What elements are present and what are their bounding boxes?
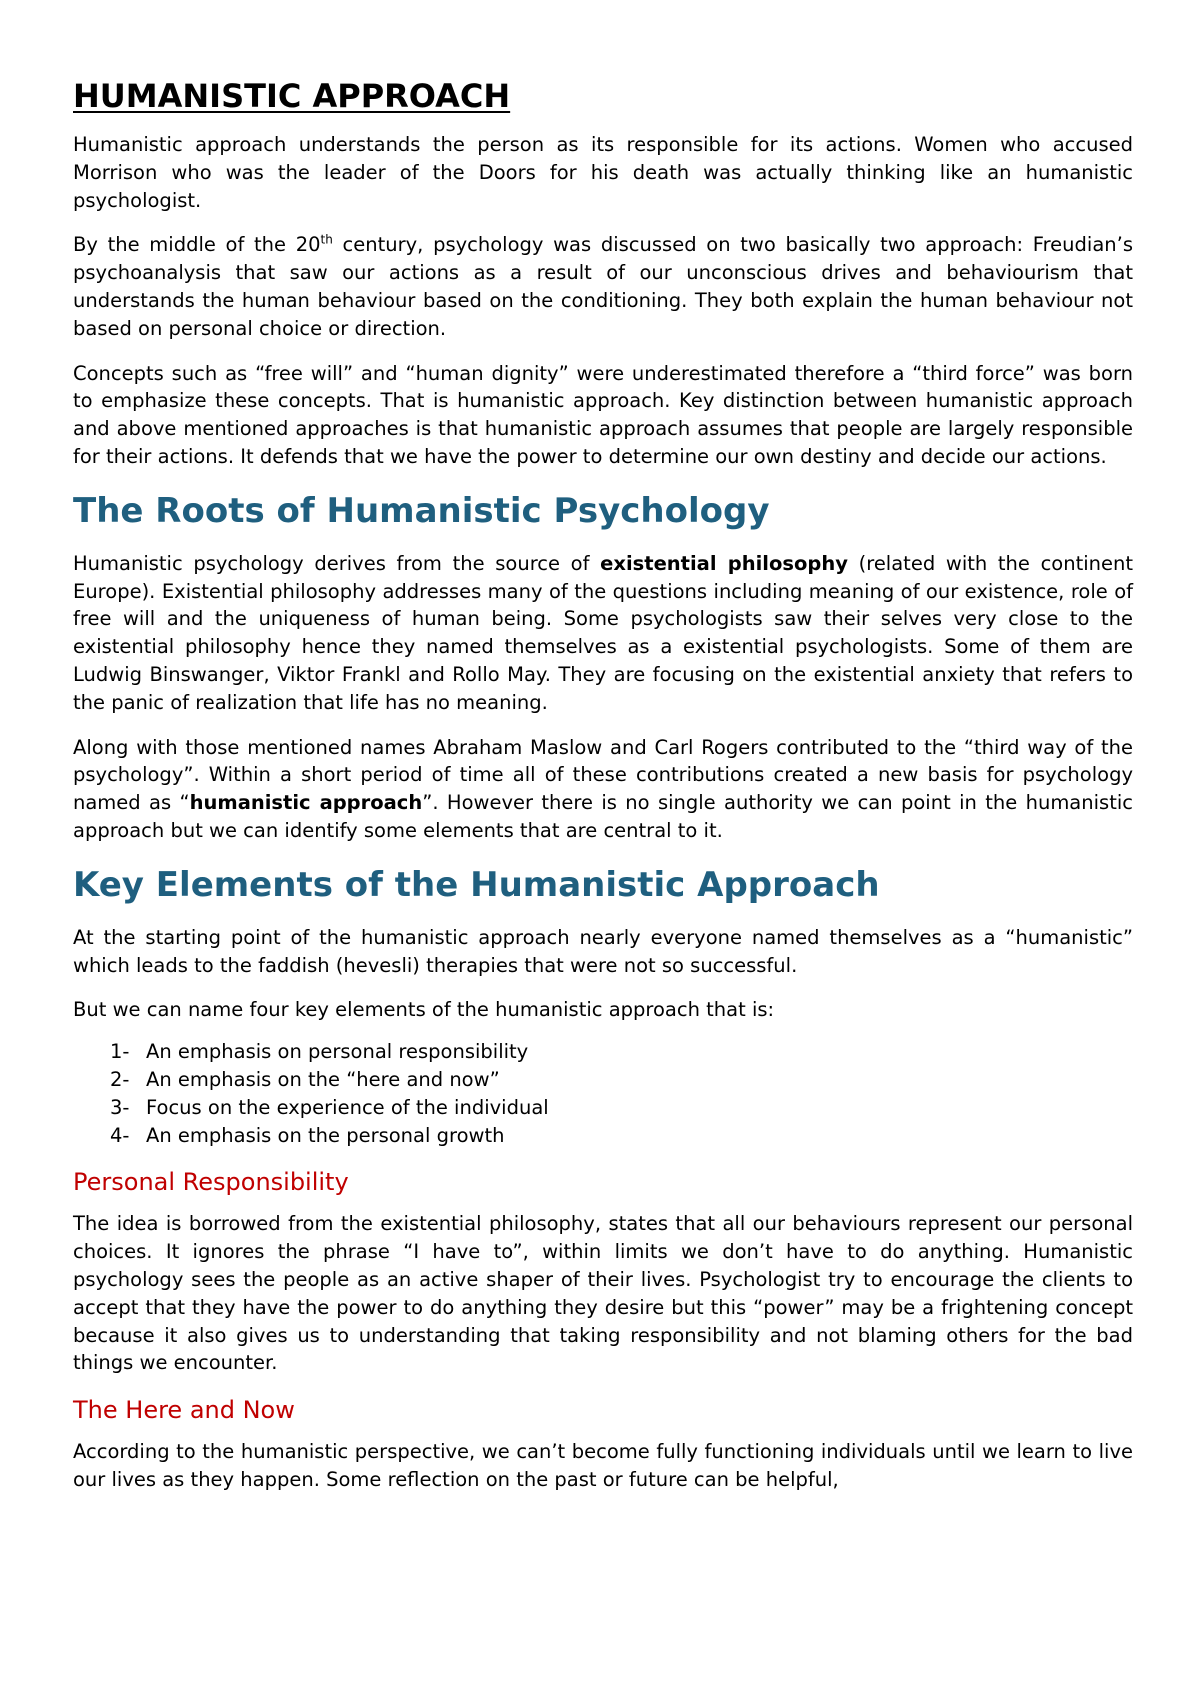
- document-page: [73, 60, 1133, 1511]
- roots-p2-part-1: Along with those mentioned names Abraham Maslow and Carl Rogers contributed to the “third way of the psychology”. Within a short period of time all of these contributions created a new basis for psychology named as “: [73, 735, 1133, 815]
- key-elements-paragraph-2: But we can name four key elements of the humanistic approach that is:: [73, 998, 775, 1022]
- here-and-now-paragraph: According to the humanistic perspective, we can’t become fully functioning individuals until we learn to live our lives as they happen. Some reflection on the past or future can be helpful,: [73, 1440, 1133, 1491]
- roots-p2-part-2: ”. However there is no single authority we can point in the humanistic approach but we can identify some elements that are central to it.: [73, 791, 1133, 842]
- roots-p2-bold: humanistic approach: [189, 791, 423, 815]
- document-title: HUMANISTIC APPROACH: [73, 77, 511, 115]
- intro-paragraph-1: Humanistic approach understands the person as its responsible for its actions. Women who accused Morrison who was the leader of the Doors for his death was actually thinking like an humanistic psychologist.: [73, 133, 1133, 212]
- list-item-number: 3-: [110, 1095, 130, 1119]
- key-elements-paragraph-1: At the starting point of the humanistic approach nearly everyone named themselves as a “humanistic” which leads to the faddish (hevesli) therapies that were not so successful.: [73, 925, 1133, 977]
- roots-paragraph-1: [73, 550, 1133, 717]
- intro-p2-superscript: th: [320, 232, 333, 247]
- intro-p2-part-1: By the middle of the 20: [73, 233, 321, 257]
- list-item-number: 4-: [110, 1123, 130, 1147]
- list-item: [110, 1122, 1133, 1150]
- list-item-text: An emphasis on personal responsibility: [146, 1040, 529, 1064]
- list-item-text: An emphasis on the “here and now”: [146, 1067, 500, 1091]
- intro-paragraph-3: Concepts such as “free will” and “human dignity” were underestimated therefore a “third force” was born to emphasize these concepts. That is humanistic approach. Key distinction between humanistic approach and above mentioned approaches is that humanistic approach assumes that people are largely responsible for their actions. It defends that we have the power to determine our own destiny and decide our actions.: [73, 361, 1133, 468]
- list-item: [110, 1066, 1133, 1094]
- subsection-heading-here-and-now: The Here and Now: [73, 1396, 295, 1425]
- list-item-text: An emphasis on the personal growth: [146, 1123, 505, 1147]
- personal-responsibility-paragraph: The idea is borrowed from the existential philosophy, states that all our behaviours represent our personal choices. It ignores the phrase “I have to”, within limits we don’t have to do anything. Humanistic psychology sees the people as an active shaper of their lives. Psychologist try to encourage the clients to accept that they have the power to do anything they desire but this “power” may be a frightening concept because it also gives us to understanding that taking responsibility and not blaming others for the bad things we encounter.: [73, 1212, 1133, 1375]
- key-elements-list: [73, 1038, 1133, 1149]
- roots-p1-part-2: (related with the continent Europe). Existential philosophy addresses many of the questions including meaning of our existence, role of free will and the uniqueness of human being. Some psychologists saw their selves very close to the existential philosophy hence they named themselves as a existential psychologists. Some of them are Ludwig Binswanger, Viktor Frankl and Rollo May. They are focusing on the existential anxiety that refers to the panic of realization that life has no meaning.: [73, 551, 1134, 714]
- section-heading-roots: The Roots of Humanistic Psychology: [73, 490, 770, 531]
- section-heading-key-elements: Key Elements of the Humanistic Approach: [73, 864, 880, 905]
- list-item-number: 2-: [110, 1067, 130, 1091]
- roots-p1-part-1: Humanistic psychology derives from the source of: [73, 551, 601, 575]
- intro-p2-part-2: century, psychology was discussed on two basically two approach: Freudian’s psychoanalysis that saw our actions as a result of our unconscious drives and behaviourism that understands the human behaviour based on the conditioning. They both explain the human behaviour not based on personal choice or direction.: [73, 233, 1134, 340]
- list-item: [110, 1094, 1133, 1122]
- list-item-number: 1-: [110, 1040, 130, 1064]
- list-item-text: Focus on the experience of the individual: [146, 1095, 549, 1119]
- intro-paragraph-2: [73, 231, 1133, 342]
- list-item: [110, 1038, 1133, 1066]
- subsection-heading-personal-responsibility: Personal Responsibility: [73, 1168, 349, 1197]
- roots-p1-bold: existential philosophy: [600, 551, 848, 575]
- roots-paragraph-2: [73, 734, 1133, 845]
